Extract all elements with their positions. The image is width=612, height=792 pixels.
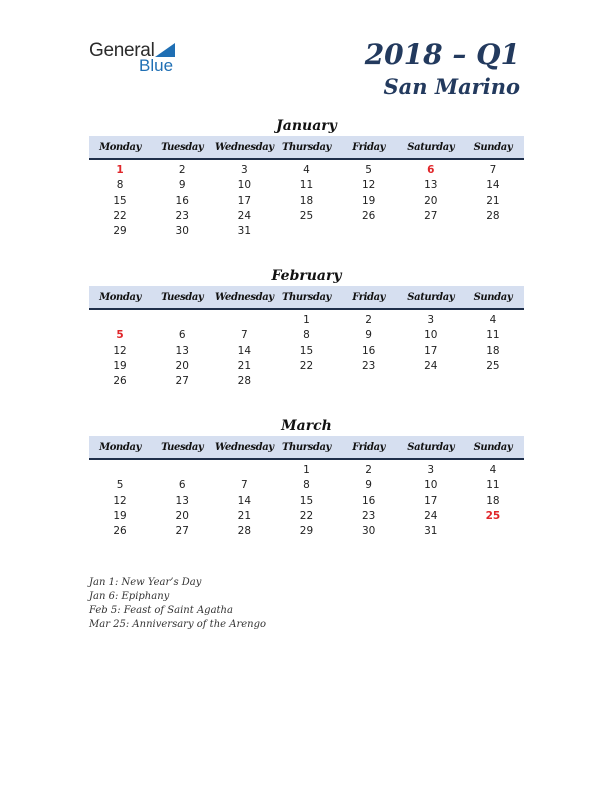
weekday-label: Monday — [99, 441, 142, 453]
day-cell: 20 — [424, 194, 438, 207]
day-cell: 23 — [361, 359, 376, 372]
day-cell: 10 — [237, 179, 252, 192]
holiday-note: Jan 6: Epiphany — [89, 591, 170, 602]
day-cell: 17 — [424, 344, 438, 357]
day-cell: 6 — [427, 164, 435, 176]
weekday-header — [89, 436, 524, 460]
day-cell: 27 — [175, 375, 189, 388]
holiday-note: Jan 1: New Year’s Day — [89, 577, 202, 588]
weekday-label: Sunday — [473, 291, 513, 303]
day-cell: 8 — [116, 179, 124, 192]
weekday-label: Thursday — [282, 291, 331, 303]
weekday-label: Tuesday — [161, 141, 204, 153]
day-cell: 19 — [113, 359, 127, 372]
day-cell: 9 — [365, 479, 372, 492]
day-cell: 13 — [424, 179, 438, 192]
day-cell: 19 — [361, 194, 376, 207]
weekday-header — [89, 286, 524, 310]
day-cell: 27 — [175, 525, 189, 538]
day-cell: 18 — [299, 194, 314, 207]
weekday-label: Wednesday — [214, 141, 274, 153]
day-cell: 22 — [299, 359, 314, 372]
day-cell: 20 — [175, 359, 189, 372]
day-cell: 28 — [486, 209, 500, 222]
weekday-label: Tuesday — [161, 441, 204, 453]
weekday-label: Thursday — [282, 141, 331, 153]
day-cell: 14 — [237, 344, 252, 357]
weekday-label: Friday — [352, 291, 386, 303]
day-cell: 5 — [116, 329, 124, 342]
month-name: January — [276, 118, 337, 134]
day-cell: 6 — [178, 479, 186, 492]
day-cell: 17 — [424, 494, 438, 507]
day-cell: 7 — [489, 164, 497, 176]
empty-day-cell — [89, 313, 151, 328]
day-cell: 3 — [241, 164, 248, 176]
weekday-label: Saturday — [407, 291, 455, 303]
day-cell: 4 — [489, 314, 497, 326]
day-cell: 23 — [175, 209, 189, 222]
day-cell: 18 — [486, 344, 500, 357]
day-cell: 7 — [241, 329, 248, 342]
day-cell: 15 — [113, 194, 127, 207]
holiday-note: Feb 5: Feast of Saint Agatha — [89, 605, 233, 616]
day-cell: 24 — [237, 209, 252, 222]
month-february — [89, 266, 524, 389]
day-cell: 2 — [365, 314, 372, 326]
day-cell: 18 — [486, 494, 500, 507]
quarter-title: 2018 – Q1 — [364, 38, 520, 71]
day-cell: 21 — [486, 194, 500, 207]
day-cell: 11 — [299, 179, 314, 192]
day-cell: 16 — [361, 494, 376, 507]
holiday-note: Mar 25: Anniversary of the Arengo — [89, 619, 267, 630]
day-cell: 19 — [113, 509, 127, 522]
day-cell: 16 — [175, 194, 189, 207]
day-cell: 2 — [365, 464, 372, 476]
day-grid — [89, 463, 524, 539]
day-cell: 25 — [486, 359, 500, 372]
weekday-label: Friday — [352, 141, 386, 153]
day-cell: 25 — [485, 509, 501, 522]
day-cell: 31 — [424, 525, 438, 538]
weekday-label: Sunday — [473, 441, 513, 453]
day-cell: 10 — [424, 479, 438, 492]
day-cell: 6 — [178, 329, 186, 342]
day-grid — [89, 313, 524, 389]
day-cell: 8 — [303, 329, 310, 342]
weekday-label: Wednesday — [214, 441, 274, 453]
empty-day-cell — [151, 463, 213, 478]
day-cell: 12 — [113, 344, 127, 357]
logo-text-general: General — [89, 40, 155, 61]
month-march — [89, 416, 524, 539]
day-cell: 1 — [116, 164, 124, 176]
day-cell: 28 — [237, 525, 252, 538]
day-cell: 25 — [299, 209, 314, 222]
day-cell: 4 — [303, 164, 310, 176]
day-cell: 12 — [361, 179, 376, 192]
weekday-label: Monday — [99, 141, 142, 153]
day-cell: 12 — [113, 494, 127, 507]
day-cell: 28 — [237, 375, 252, 388]
day-cell: 29 — [299, 525, 314, 538]
brand-logo — [89, 40, 189, 76]
day-cell: 5 — [365, 164, 372, 176]
weekday-label: Saturday — [407, 141, 455, 153]
day-cell: 11 — [486, 329, 500, 342]
day-cell: 1 — [303, 464, 310, 476]
page-title — [365, 38, 520, 100]
day-cell: 10 — [424, 329, 438, 342]
empty-day-cell — [213, 463, 275, 478]
empty-day-cell — [213, 313, 275, 328]
day-cell: 13 — [175, 494, 189, 507]
day-cell: 30 — [361, 525, 376, 538]
day-cell: 26 — [113, 375, 127, 388]
day-cell: 26 — [113, 525, 127, 538]
empty-day-cell — [151, 313, 213, 328]
day-cell: 24 — [424, 359, 438, 372]
weekday-label: Sunday — [473, 141, 513, 153]
day-cell: 14 — [486, 179, 500, 192]
weekday-label: Wednesday — [214, 291, 274, 303]
day-cell: 15 — [299, 494, 314, 507]
weekday-label: Tuesday — [161, 291, 204, 303]
day-cell: 27 — [424, 209, 438, 222]
day-cell: 9 — [365, 329, 372, 342]
weekday-label: Friday — [352, 441, 386, 453]
day-cell: 29 — [113, 225, 127, 238]
day-cell: 3 — [427, 464, 435, 476]
day-cell: 3 — [427, 314, 435, 326]
day-cell: 21 — [237, 509, 252, 522]
day-cell: 17 — [237, 194, 252, 207]
day-cell: 23 — [361, 509, 376, 522]
day-cell: 22 — [299, 509, 314, 522]
month-january — [89, 116, 524, 239]
day-cell: 20 — [175, 509, 189, 522]
day-grid — [89, 163, 524, 239]
logo-triangle-icon — [155, 43, 175, 57]
empty-day-cell — [89, 463, 151, 478]
month-name: March — [281, 418, 332, 434]
day-cell: 30 — [175, 225, 189, 238]
month-name: February — [271, 268, 342, 284]
day-cell: 15 — [299, 344, 314, 357]
day-cell: 11 — [486, 479, 500, 492]
weekday-label: Thursday — [282, 441, 331, 453]
day-cell: 8 — [303, 479, 310, 492]
day-cell: 16 — [361, 344, 376, 357]
day-cell: 5 — [116, 479, 124, 492]
weekday-header — [89, 136, 524, 160]
day-cell: 7 — [241, 479, 248, 492]
day-cell: 1 — [303, 314, 310, 326]
day-cell: 21 — [237, 359, 252, 372]
day-cell: 26 — [361, 209, 376, 222]
country-title: San Marino — [383, 74, 520, 99]
holiday-notes — [89, 576, 266, 632]
day-cell: 14 — [237, 494, 252, 507]
day-cell: 13 — [175, 344, 189, 357]
weekday-label: Saturday — [407, 441, 455, 453]
logo-text-blue: Blue — [139, 56, 174, 75]
day-cell: 31 — [237, 225, 252, 238]
day-cell: 4 — [489, 464, 497, 476]
day-cell: 2 — [178, 164, 186, 176]
weekday-label: Monday — [99, 291, 142, 303]
day-cell: 22 — [113, 209, 127, 222]
day-cell: 9 — [178, 179, 186, 192]
day-cell: 24 — [424, 509, 438, 522]
